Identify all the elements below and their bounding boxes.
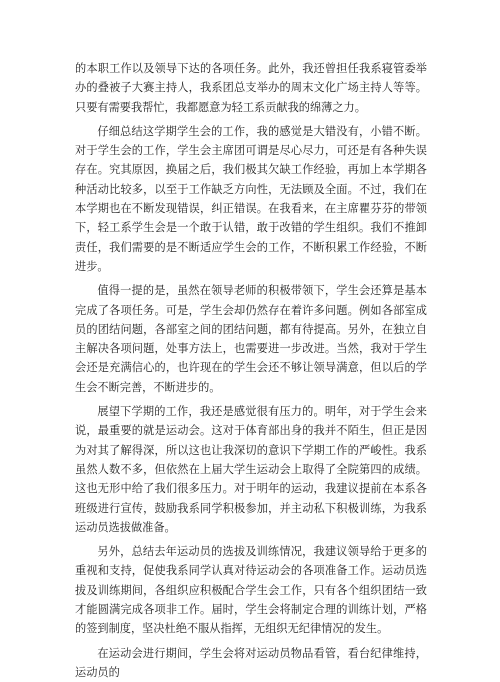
paragraph-sports-meet-duties: 在运动会进行期间，学生会将对运动员物品看管，看台纪律维持，运动员的 [75,646,427,679]
paragraph-existing-problems: 值得一提的是，虽然在领导老师的积极带领下，学生会还算是基本完成了各项任务。可是，学生会却仍然存在着许多问题。例如各部室成员的团结问题，各部室之间的团结问题，都有待提高。另外，在独立自主解决各项问题，处事方法上，也需要进一步改进。当然，我对于学生会还是充满信心的，也许现在的学生会还不够让领导满意，但以后的学生会不断完善，不断进步的。 [75,284,427,394]
paragraph-athlete-selection: 另外，总结去年运动员的选拔及训练情况，我建议领导给于更多的重视和支持，促使我系同学认真对待运动会的各项准备工作。运动员选拔及训练期间，各组织应积极配合学生会工作，只有各个组织团结一致才能圆满完成各项非工作。届时，学生会将制定合理的训练计划，严格的签到制度，坚决杜绝不服从指挥，无组织无纪律情况的发生。 [75,545,427,636]
paragraph-continuation: 的本职工作以及领导下达的各项任务。此外，我还曾担任我系寝管委举办的叠被子大赛主持人，我系团总支举办的周末文化广场主持人等等。只要有需要我帮忙，我都愿意为轻工系贡献我的绵薄之力。 [75,62,427,114]
paragraph-next-term-outlook: 展望下学期的工作，我还是感觉很有压力的。明年，对于学生会来说，最重要的就是运动会。这对于体育部出身的我并不陌生，但正是因为对其了解得深，所以这也让我深切的意识下学期工作的严峻性。我系虽然人数不多，但依然在上届大学生运动会上取得了全院第四的成绩。这也无形中给了我们很多压力。对于明年的运动，我建议提前在本系各班级进行宣传，鼓励我系同学积极参加，并主动私下积极训练，为我系运动员选拔做准备。 [75,405,427,534]
paragraph-work-summary: 仔细总结这学期学生会的工作，我的感觉是大错没有，小错不断。对于学生会的工作，学生会主席团可谓是尽心尽力，可还是有各种失误存在。究其原因，换届之后，我们极其欠缺工作经验，再加上本学期各种活动比较多，以至于工作缺乏方向性，无法顾及全面。不过，我们在本学期也在不断发现错误，纠正错误。在我看来，在主席瞿芬芬的带领下，轻工系学生会是一个敢于认错，敢于改错的学生组织。我们不推卸责任，我们需要的是不断适应学生会的工作，不断积累工作经验，不断进步。 [75,124,427,273]
document-body [75,59,427,682]
